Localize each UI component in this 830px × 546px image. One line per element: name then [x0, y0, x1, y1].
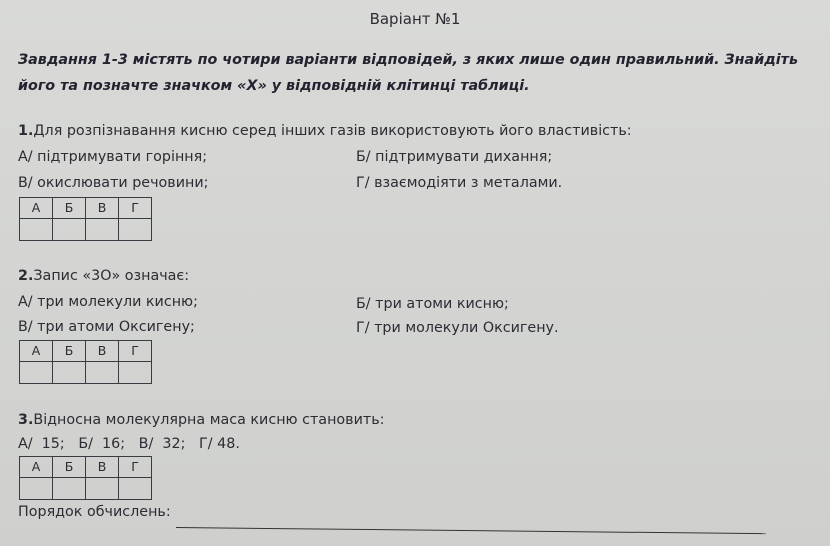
question-1-option-b: Б/ підтримувати дихання; [356, 149, 553, 165]
question-2-option-v: В/ три атоми Оксигену; [18, 319, 195, 335]
question-2-number: 2. [18, 268, 34, 284]
answer-header-a: А [20, 198, 53, 219]
question-3-options: А/ 15; Б/ 16; В/ 32; Г/ 48. [18, 436, 240, 452]
question-2 [18, 268, 189, 284]
answer-cell-v[interactable] [86, 362, 119, 384]
answer-cell-b[interactable] [53, 478, 86, 500]
calculation-answer-line[interactable] [176, 527, 766, 534]
answer-cell-g[interactable] [119, 219, 152, 241]
answer-header-a: А [20, 341, 53, 362]
question-3-answer-table [19, 456, 152, 500]
question-1-text: Для розпізнавання кисню серед інших газів використовують його властивість: [33, 123, 632, 139]
answer-cell-a[interactable] [20, 219, 53, 241]
answer-header-v: В [86, 341, 119, 362]
answer-header-g: Г [119, 198, 152, 219]
answer-cell-g[interactable] [119, 362, 152, 384]
variant-title: Варіант №1 [369, 10, 461, 28]
instructions-line-1: Завдання 1-3 містять по чотири варіанти відповідей, з яких лише один правильний. Знайдіть [18, 52, 798, 68]
answer-cell-v[interactable] [86, 219, 119, 241]
question-2-answer-table [19, 340, 152, 384]
answer-cell-g[interactable] [119, 478, 152, 500]
question-3 [18, 412, 384, 428]
answer-cell-v[interactable] [86, 478, 119, 500]
answer-header-b: Б [53, 198, 86, 219]
answer-header-b: Б [53, 457, 86, 478]
question-3-text: Відносна молекулярна маса кисню становить: [33, 412, 385, 428]
question-2-text: Запис «3О» означає: [33, 268, 190, 284]
answer-header-v: В [86, 198, 119, 219]
answer-cell-a[interactable] [20, 362, 53, 384]
question-1 [18, 123, 632, 139]
calculation-label: Порядок обчислень: [18, 504, 171, 520]
answer-header-g: Г [119, 341, 152, 362]
question-2-option-b: Б/ три атоми кисню; [356, 296, 509, 312]
question-1-answer-table [19, 197, 152, 241]
answer-cell-b[interactable] [53, 219, 86, 241]
question-1-option-g: Г/ взаємодіяти з металами. [356, 175, 563, 191]
question-3-number: 3. [18, 412, 34, 428]
answer-cell-a[interactable] [20, 478, 53, 500]
question-1-option-a: А/ підтримувати горіння; [18, 149, 208, 165]
answer-header-v: В [86, 457, 119, 478]
instructions-line-2: його та позначте значком «Х» у відповідній клітинці таблиці. [18, 78, 530, 94]
question-1-number: 1. [18, 123, 34, 139]
question-2-option-a: А/ три молекули кисню; [18, 294, 198, 310]
answer-header-g: Г [119, 457, 152, 478]
answer-cell-b[interactable] [53, 362, 86, 384]
answer-header-b: Б [53, 341, 86, 362]
answer-header-a: А [20, 457, 53, 478]
question-1-option-v: В/ окислювати речовини; [18, 175, 209, 191]
question-2-option-g: Г/ три молекули Оксигену. [356, 320, 559, 336]
